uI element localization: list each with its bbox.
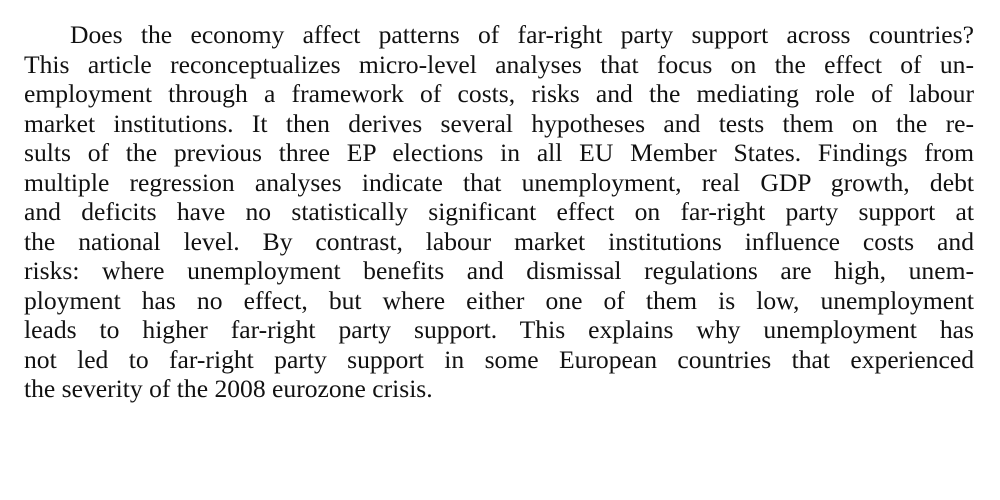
- abstract-line: the severity of the 2008 eurozone crisis.: [24, 374, 433, 403]
- abstract-line: leads to higher far-right party support. This explains why unemployment has: [24, 315, 974, 344]
- abstract-line: multiple regression analyses indicate that unemployment, real GDP growth, debt: [24, 167, 974, 197]
- abstract-line: the national level. By contrast, labour market institutions influence costs and: [24, 226, 974, 256]
- abstract-line: risks: where unemployment benefits and dismissal regulations are high, unem-: [24, 256, 974, 285]
- abstract-line: not led to far-right party support in some European countries that experienced: [24, 344, 974, 374]
- abstract-line: Does the economy affect patterns of far-right party support across countries?: [70, 20, 974, 49]
- abstract-paragraph: [24, 20, 974, 404]
- abstract-line: and deficits have no statistically significant effect on far-right party support at: [24, 197, 974, 226]
- abstract-line: ployment has no effect, but where either one of them is low, unemployment: [24, 285, 974, 315]
- abstract-line: employment through a framework of costs, risks and the mediating role of labour: [24, 79, 974, 108]
- abstract-line: This article reconceptualizes micro-level analyses that focus on the effect of un-: [24, 49, 974, 79]
- abstract-line: sults of the previous three EP elections in all EU Member States. Findings from: [24, 138, 974, 167]
- abstract-line: market institutions. It then derives several hypotheses and tests them on the re-: [24, 108, 974, 138]
